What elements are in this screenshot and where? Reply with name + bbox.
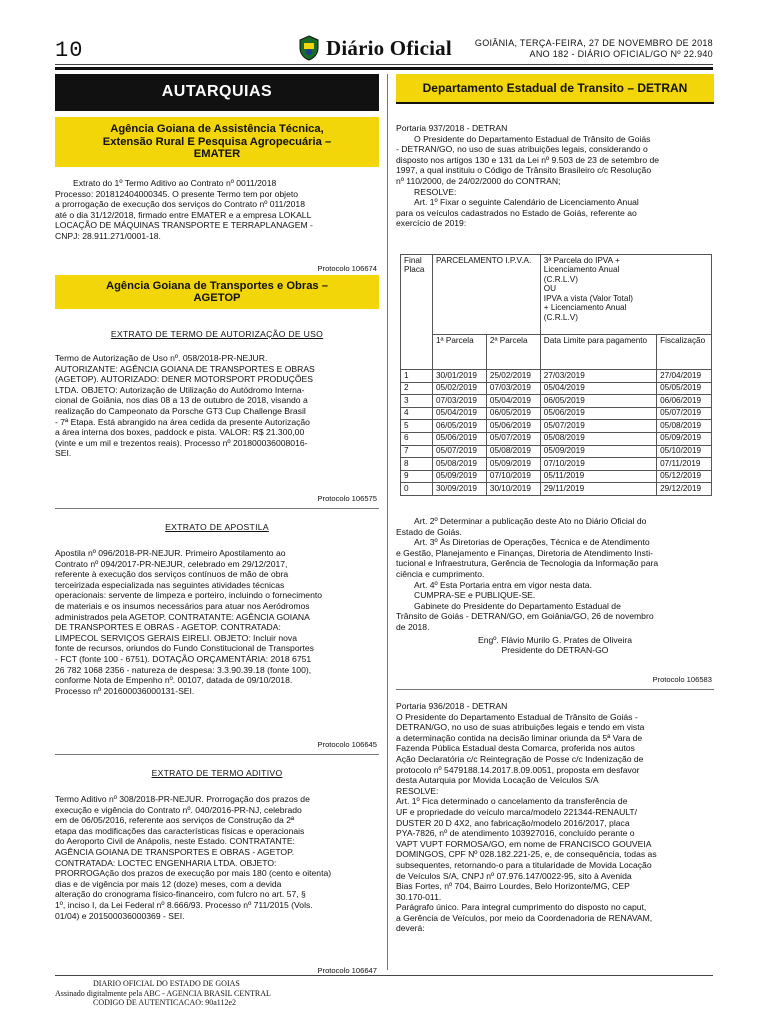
table-row bbox=[401, 382, 712, 395]
text-line: fonte de recursos, oriundos do Fundo Constitucional de Transportes bbox=[55, 643, 314, 654]
table-row bbox=[401, 370, 712, 383]
divider bbox=[55, 754, 379, 755]
heading-line: Extensão Rural E Pesquisa Agropecuária – bbox=[102, 135, 332, 148]
header-text: OU bbox=[543, 284, 557, 294]
col-header: Data Limite para pagamento bbox=[540, 335, 656, 370]
header-text: + Licenciamento Anual bbox=[543, 303, 627, 313]
masthead bbox=[298, 33, 452, 63]
text-line: (vinte e um mil e trezentos reais). Processo nº 201800036008016- bbox=[55, 437, 308, 448]
header-text: Licenciamento Anual bbox=[543, 265, 620, 275]
col-header: 2ª Parcela bbox=[486, 335, 540, 370]
protocolo-number: Protocolo 106575 bbox=[317, 494, 377, 503]
extrato-autorizacao bbox=[55, 353, 379, 459]
table-cell: 1 bbox=[401, 370, 433, 383]
state-seal-icon bbox=[298, 35, 320, 61]
text-line: LIMPECOL SERVIÇOS GERAIS EIRELI. OBJETO: Incluir nova bbox=[55, 632, 297, 643]
table-cell: 30/10/2019 bbox=[486, 483, 540, 496]
table-cell: 0 bbox=[401, 483, 433, 496]
text-line: para os veículos cadastrados no Estado de Goiás, referente ao bbox=[396, 207, 637, 218]
text-line: e Gestão, Planejamento e Finanças, Diretoria de Atendimento Insti- bbox=[396, 547, 653, 558]
text-line: Art. 4º Esta Portaria entra em vigor nesta data. bbox=[414, 579, 592, 590]
table-cell: 05/09/2019 bbox=[540, 445, 656, 458]
issue-line: ANO 182 - DIÁRIO OFICIAL/GO Nº 22.940 bbox=[529, 49, 713, 59]
text-line: terceirizada especializada nas seguintes atividades técnicas bbox=[55, 579, 285, 590]
text-line: UF e propriedade do veículo marca/modelo 221344-RENAULT/ bbox=[396, 806, 638, 817]
table-cell: 06/06/2019 bbox=[657, 395, 712, 408]
text-line: a área interna dos boxes, paddock e pista. VALOR: R$ 21.300,00 bbox=[55, 427, 305, 438]
text-line: CNPJ: 28.911.271/0001-18. bbox=[55, 230, 161, 241]
text-line: cional de Goiânia, nos dias 08 a 13 de outubro de 2018, visando a bbox=[55, 395, 308, 406]
text-line: Termo de Autorização de Uso nº. 058/2018-PR-NEJUR. bbox=[55, 353, 268, 363]
table-row bbox=[401, 407, 712, 420]
col-header-third-parcel bbox=[540, 255, 711, 335]
detran-heading: Departamento Estadual de Transito – DETRAN bbox=[396, 74, 714, 104]
table-row bbox=[401, 470, 712, 483]
protocolo-number: Protocolo 106583 bbox=[652, 675, 712, 684]
text-line: Art. 1º Fixar o seguinte Calendário de Licenciamento Anual bbox=[414, 197, 639, 208]
emater-extrato bbox=[55, 178, 379, 242]
text-line: 26 782 1068 2356 - natureza de despesa: 3.3.90.39.18 (fonte 100), bbox=[55, 664, 312, 675]
text-line: a Gerência de Veículos, por meio da Coordenadoria de RENAVAM, bbox=[396, 912, 653, 923]
section-title: AUTARQUIAS bbox=[55, 74, 379, 111]
header-text: Placa bbox=[404, 265, 425, 275]
text-line: Art. 3º Às Diretorias de Operações, Técnica e de Atendimento bbox=[414, 537, 650, 548]
text-line: deverá: bbox=[396, 923, 425, 934]
text-line: a determinação contida na decisão liminar oriunda da 5ª Vara de bbox=[396, 732, 643, 743]
text-line: Termo Aditivo nº 308/2018-PR-NEJUR. Prorrogação dos prazos de bbox=[55, 794, 310, 804]
heading-line: Agência Goiana de Transportes e Obras – bbox=[106, 279, 328, 292]
table-cell: 29/12/2019 bbox=[657, 483, 712, 496]
protocolo-number: Protocolo 106674 bbox=[317, 264, 377, 273]
text-line: tucional e Infraestrutura, Gerência de Tecnologia da Informação para bbox=[396, 558, 659, 569]
table-cell: 05/12/2019 bbox=[657, 470, 712, 483]
table-row bbox=[401, 483, 712, 496]
table-cell: 06/05/2019 bbox=[486, 407, 540, 420]
table-cell: 25/02/2019 bbox=[486, 370, 540, 383]
text-line: 1º, inciso I, da Lei Federal nº 8.666/93. Processo nº 711/2015 (Vols. bbox=[55, 899, 313, 910]
table-cell: 07/03/2019 bbox=[486, 382, 540, 395]
date-line: GOIÂNIA, TERÇA-FEIRA, 27 DE NOVEMBRO DE 2018 bbox=[474, 38, 713, 48]
footer-line: Assinado digitalmente pela ABC - AGENCIA BRASIL CENTRAL bbox=[55, 988, 271, 998]
table-cell: 06/05/2019 bbox=[540, 395, 656, 408]
header-text: Final bbox=[404, 255, 422, 265]
page-number: 10 bbox=[55, 38, 84, 63]
table-cell: 27/04/2019 bbox=[657, 370, 712, 383]
text-line: 1997, a qual instituiu o Código de Trânsito Brasileiro c/c Resolução bbox=[396, 165, 652, 176]
text-line: Ação Declaratória c/c Reintegração de Posse c/c Indenização de bbox=[396, 753, 644, 764]
page-footer bbox=[55, 979, 355, 1008]
table-cell: 05/07/2019 bbox=[540, 420, 656, 433]
table-cell: 05/05/2019 bbox=[657, 382, 712, 395]
table-cell: 30/01/2019 bbox=[433, 370, 487, 383]
footer-line: DIARIO OFICIAL DO ESTADO DE GOIAS bbox=[93, 979, 240, 988]
extrato-title: EXTRATO DE APOSTILA bbox=[165, 522, 269, 532]
col-header: 1ª Parcela bbox=[433, 335, 487, 370]
header-date bbox=[475, 38, 713, 60]
table-cell: 07/10/2019 bbox=[486, 470, 540, 483]
text-line: administrados pela AGETOP. CONTRATANTE: AGÊNCIA GOIANA bbox=[55, 611, 310, 622]
text-line: DOMINGOS, CPF Nº 028.182.221-25, e, de consequência, todas as bbox=[396, 849, 657, 860]
text-line: Art. 1º Fica determinado o cancelamento da transferência de bbox=[396, 796, 628, 807]
licensing-calendar-table bbox=[400, 254, 712, 496]
header-text: (C.R.L.V) bbox=[543, 274, 578, 284]
text-line: 30.170-011. bbox=[396, 891, 442, 902]
protocolo-number: Protocolo 106645 bbox=[317, 740, 377, 749]
portaria-937 bbox=[396, 123, 714, 229]
header-text: IPVA a vista (Valor Total) bbox=[543, 293, 633, 303]
table-cell: 9 bbox=[401, 470, 433, 483]
text-line: conforme Nota de Empenho nº. 00107, datada de 09/10/2018. bbox=[55, 675, 293, 686]
table-body bbox=[401, 370, 712, 496]
table-cell: 06/05/2019 bbox=[433, 420, 487, 433]
text-line: protocolo nº 5479188.14.2017.8.09.0051, proposta em desfavor bbox=[396, 764, 640, 775]
table-cell: 05/08/2019 bbox=[486, 445, 540, 458]
protocolo-number: Protocolo 106647 bbox=[317, 966, 377, 975]
text-line: PYA-7826, nº de atendimento 103927016, concluído perante o bbox=[396, 828, 635, 839]
table-cell: 05/09/2019 bbox=[657, 432, 712, 445]
text-line: de Veículos S/A, CNPJ nº 07.976.147/0022-95, sito à Avenida bbox=[396, 870, 632, 881]
col-header-final-placa bbox=[401, 255, 433, 370]
text-line: DE TRANSPORTES E OBRAS - AGETOP. CONTRATADA: bbox=[55, 622, 281, 633]
table-cell: 07/03/2019 bbox=[433, 395, 487, 408]
text-line: exercício de 2019: bbox=[396, 218, 467, 229]
text-line: DETRAN/GO, no uso de suas atribuições legais e tendo em vista bbox=[396, 722, 645, 733]
text-line: O Presidente do Departamento Estadual de Trânsito de Goiás - bbox=[396, 711, 638, 722]
table-cell: 05/10/2019 bbox=[657, 445, 712, 458]
table-row bbox=[401, 445, 712, 458]
table-cell: 5 bbox=[401, 420, 433, 433]
header-text: (C.R.L.V) bbox=[543, 313, 578, 323]
heading-line: AGETOP bbox=[193, 292, 241, 304]
table-cell: 05/07/2019 bbox=[657, 407, 712, 420]
text-line: Parágrafo único. Para integral cumprimento do disposto no caput, bbox=[396, 902, 647, 913]
footer-line: CODIGO DE AUTENTICACAO: 90a112e2 bbox=[93, 998, 237, 1008]
text-line: Estado de Goiás. bbox=[396, 526, 462, 537]
text-line: operacionais: servente de limpeza e porteiro, incluindo o fornecimento bbox=[55, 590, 323, 601]
extrato-termo-aditivo bbox=[55, 794, 379, 921]
text-line: Contrato nº 094/2017-PR-NEJUR, celebrado em 29/12/2017, bbox=[55, 558, 288, 569]
table-cell: 05/07/2019 bbox=[433, 445, 487, 458]
text-line: alteração do cronograma físico-financeiro, com fulcro no art. 57, § bbox=[55, 889, 306, 900]
table-cell: 30/09/2019 bbox=[433, 483, 487, 496]
text-line: - DETRAN/GO, no uso de suas atribuições legais, considerando o bbox=[396, 144, 648, 155]
text-line: ciência e cumprimento. bbox=[396, 568, 485, 579]
table-cell: 2 bbox=[401, 382, 433, 395]
text-line: Processo nº 201600036000131-SEI. bbox=[55, 685, 195, 696]
text-line: CONTRATADA: LOCTEC ENGENHARIA LTDA. OBJETO: bbox=[55, 857, 277, 868]
text-line: DUSTER 20 D 4X2, ano fabricação/modelo 2016/2017, placa bbox=[396, 817, 630, 828]
table-cell: 27/03/2019 bbox=[540, 370, 656, 383]
text-line: Processo: 201812404000345. O presente Termo tem por objeto bbox=[55, 188, 299, 199]
footer-rule bbox=[55, 975, 713, 976]
table-row bbox=[401, 420, 712, 433]
text-line: RESOLVE: bbox=[396, 785, 439, 796]
portaria-title: Portaria 936/2018 - DETRAN bbox=[396, 701, 508, 711]
text-line: SEI. bbox=[55, 448, 72, 459]
col-header: Fiscalização bbox=[657, 335, 712, 370]
text-line: AGÊNCIA GOIANA DE TRANSPORTES E OBRAS - AGETOP. bbox=[55, 846, 295, 857]
table-row bbox=[401, 432, 712, 445]
text-line: nº 110/2000, de 24/02/2000 do CONTRAN; bbox=[396, 175, 561, 186]
text-line: dias e de vigência por mais 12 (doze) meses, com a devida bbox=[55, 878, 282, 889]
extrato-title: EXTRATO DE TERMO ADITIVO bbox=[151, 768, 283, 778]
right-column bbox=[396, 70, 714, 972]
extrato-apostila bbox=[55, 548, 379, 696]
text-line: (AGETOP). AUTORIZADO: DENER MOTORSPORT PRODUÇÕES bbox=[55, 374, 314, 385]
header-text: 3ª Parcela do IPVA + bbox=[543, 255, 620, 265]
text-line: - 7ª Etapa. Está abrangido na área cedida da presente Autorização bbox=[55, 416, 310, 427]
text-line: Art. 2º Determinar a publicação deste Ato no Diário Oficial do bbox=[414, 516, 647, 526]
text-line: Trânsito de Goiás - DETRAN/GO, em Goiânia/GO, 26 de novembro bbox=[396, 611, 654, 622]
text-line: VAPT VUPT FORMOSA/GO, em nome de FRANCISCO GOUVEIA bbox=[396, 838, 652, 849]
table-cell: 05/09/2019 bbox=[433, 470, 487, 483]
text-line: Apostila nº 096/2018-PR-NEJUR. Primeiro Apostilamento ao bbox=[55, 548, 286, 558]
table-cell: 8 bbox=[401, 458, 433, 471]
table-cell: 05/08/2019 bbox=[433, 458, 487, 471]
text-line: O Presidente do Departamento Estadual de Trânsito de Goiás bbox=[414, 133, 651, 144]
text-line: desta Autarquia por Movida Locação de Veículos S/A bbox=[396, 775, 599, 786]
extrato-title: EXTRATO DE TERMO DE AUTORIZAÇÃO DE USO bbox=[110, 329, 324, 339]
text-line: CUMPRA-SE e PUBLIQUE-SE. bbox=[414, 590, 536, 601]
table-cell: 05/06/2019 bbox=[433, 432, 487, 445]
text-line: etapa das modificações das características físicas e operacionais bbox=[55, 825, 305, 836]
table-cell: 05/04/2019 bbox=[433, 407, 487, 420]
text-line: RESOLVE: bbox=[414, 186, 457, 197]
text-line: subsequentes, retornando-o para a titularidade de Movida Locação bbox=[396, 859, 652, 870]
left-column bbox=[55, 70, 379, 975]
table-cell: 3 bbox=[401, 395, 433, 408]
table-cell: 29/11/2019 bbox=[540, 483, 656, 496]
header-rule bbox=[55, 64, 713, 65]
table-cell: 7 bbox=[401, 445, 433, 458]
divider bbox=[55, 508, 379, 509]
table-cell: 4 bbox=[401, 407, 433, 420]
table-row bbox=[401, 395, 712, 408]
text-line: disposto nos artigos 130 e 131 da Lei nº 9.503 de 23 de setembro de bbox=[396, 154, 660, 165]
signature-name: Engº. Flávio Murilo G. Prates de Oliveira bbox=[477, 634, 633, 645]
text-line: até o dia 31/12/2018, firmado entre EMATER e a empresa LOKALL bbox=[55, 209, 312, 220]
portaria-936 bbox=[396, 701, 714, 934]
table-cell: 05/08/2019 bbox=[657, 420, 712, 433]
text-line: de 2018. bbox=[396, 621, 430, 632]
portaria-title: Portaria 937/2018 - DETRAN bbox=[396, 123, 508, 133]
table-cell: 6 bbox=[401, 432, 433, 445]
divider bbox=[396, 689, 714, 690]
text-line: a prorrogação de execução dos serviços do Contrato nº 011/2018 bbox=[55, 199, 305, 210]
table-cell: 07/11/2019 bbox=[657, 458, 712, 471]
agetop-heading bbox=[55, 275, 379, 309]
text-line: de materiais e os insumos necessários para atuar nos Aeródromos bbox=[55, 600, 310, 611]
text-line: realização do Campeonato da Porsche GT3 Cup Challenge Brasil bbox=[55, 405, 306, 416]
table-cell: 05/11/2019 bbox=[540, 470, 656, 483]
table-cell: 05/09/2019 bbox=[486, 458, 540, 471]
table-cell: 07/10/2019 bbox=[540, 458, 656, 471]
text-line: LOCAÇÃO DE MÁQUINAS TRANSPORTE E TERRAPLANAGEM - bbox=[55, 220, 313, 231]
portaria-937-closing bbox=[396, 516, 714, 656]
table-cell: 05/08/2019 bbox=[540, 432, 656, 445]
text-line: Bias Fortes, nº 704, Bairro Lourdes, Belo Horizonte/MG, CEP bbox=[396, 881, 630, 892]
text-line: execução e vigência do Contrato nº. 040/2016-PR-NJ, celebrado bbox=[55, 804, 302, 815]
heading-line: EMATER bbox=[193, 148, 241, 161]
text-line: 01/04) e 201500036000369 - SEI. bbox=[55, 910, 185, 921]
text-line: LTDA. OBJETO: Autorização de Utilização do Autódromo Interna- bbox=[55, 384, 305, 395]
text-line: referente à execução dos serviços contínuos de mão de obra bbox=[55, 569, 289, 580]
text-line: PRORROGAção dos prazos de execução por mais 180 (cento e oitenta) bbox=[55, 868, 332, 879]
table-cell: 05/04/2019 bbox=[540, 382, 656, 395]
emater-heading bbox=[55, 117, 379, 167]
column-divider bbox=[387, 74, 388, 970]
text-line: em de 06/05/2016, referente aos serviços de Construção da 2ª bbox=[55, 815, 295, 826]
masthead-title: Diário Oficial bbox=[326, 35, 452, 60]
text-line: do Aeroporto Civil de Anápolis, neste Estado. CONTRATANTE: bbox=[55, 836, 295, 847]
table-cell: 05/04/2019 bbox=[486, 395, 540, 408]
text-line: AUTORIZANTE: AGÊNCIA GOIANA DE TRANSPORTES E OBRAS bbox=[55, 363, 315, 374]
table-cell: 05/02/2019 bbox=[433, 382, 487, 395]
signature-role: Presidente do DETRAN-GO bbox=[501, 645, 609, 656]
heading-line: Agência Goiana de Assistência Técnica, bbox=[110, 123, 324, 136]
col-header-ipva: PARCELAMENTO I.P.V.A. bbox=[433, 255, 541, 335]
text-line: Fazenda Pública Estadual desta Comarca, proferida nos autos bbox=[396, 743, 635, 754]
table-cell: 05/06/2019 bbox=[486, 420, 540, 433]
text-line: Extrato do 1º Termo Aditivo ao Contrato nº 0011/2018 bbox=[73, 178, 277, 188]
page-header bbox=[0, 0, 768, 70]
table-row bbox=[401, 458, 712, 471]
table-cell: 05/06/2019 bbox=[540, 407, 656, 420]
text-line: - FCT (fonte 100 - 6751). DOTAÇÃO ORÇAMENTÁRIA: 2018 6751 bbox=[55, 653, 312, 664]
text-line: Gabinete do Presidente do Departamento Estadual de bbox=[414, 600, 621, 611]
table-cell: 05/07/2019 bbox=[486, 432, 540, 445]
